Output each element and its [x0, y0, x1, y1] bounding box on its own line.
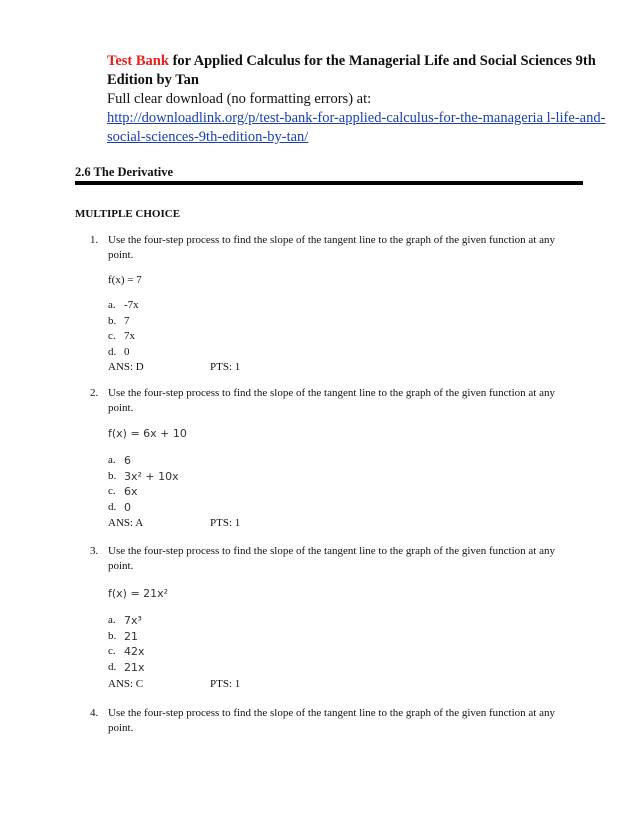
- section-subtitle: MULTIPLE CHOICE: [75, 208, 181, 220]
- question-function: f(x) = 6x + 10: [108, 427, 187, 440]
- question-3: [90, 544, 590, 690]
- question-function: f(x) = 21x²: [108, 587, 169, 600]
- option-list: [108, 453, 179, 515]
- answer-line: [108, 360, 241, 375]
- answer-line: [108, 677, 241, 692]
- question-stem: Use the four-step process to find the slope of the tangent line to the graph of the given function at any point.: [108, 234, 555, 261]
- question-function: f(x) = 7: [108, 274, 142, 286]
- option-c[interactable]: c. 42x: [108, 645, 145, 659]
- option-c[interactable]: c. 6x: [108, 485, 138, 499]
- option-b[interactable]: b. 7: [108, 314, 130, 327]
- question-2: [90, 386, 590, 529]
- question-number: 3.: [90, 545, 99, 557]
- title-highlight: Test Bank: [107, 53, 169, 69]
- option-b[interactable]: b. 3x² + 10x: [108, 469, 179, 483]
- question-1: [90, 233, 590, 373]
- option-d[interactable]: d. 21x: [108, 660, 145, 674]
- option-d[interactable]: d. 0: [108, 500, 131, 514]
- points: PTS: 1: [210, 678, 241, 690]
- document-title: [107, 52, 607, 90]
- question-stem: Use the four-step process to find the slope of the tangent line to the graph of the given function at any point.: [108, 387, 555, 414]
- question-number: 4.: [90, 707, 99, 719]
- answer-key: ANS: A: [108, 517, 144, 529]
- option-d[interactable]: d. 0: [108, 345, 130, 358]
- option-c[interactable]: c. 7x: [108, 330, 135, 343]
- answer-key: ANS: D: [108, 361, 144, 373]
- section-title: 2.6 The Derivative: [75, 165, 174, 179]
- answer-key: ANS: C: [108, 678, 144, 690]
- points: PTS: 1: [210, 517, 241, 529]
- answer-line: [108, 516, 241, 531]
- option-a[interactable]: a. 7x³: [108, 614, 142, 628]
- question-stem: Use the four-step process to find the slope of the tangent line to the graph of the given function at any point.: [108, 545, 555, 572]
- option-a[interactable]: a. -7x: [108, 299, 139, 312]
- question-number: 1.: [90, 234, 99, 246]
- option-list: [108, 613, 145, 675]
- question-4: [90, 706, 590, 746]
- section-divider: [75, 181, 583, 185]
- option-list: [108, 298, 139, 360]
- points: PTS: 1: [210, 361, 241, 373]
- download-line: Full clear download (no formatting errors) at:: [107, 91, 372, 107]
- title-rest: for Applied Calculus for the Managerial Life and Social Sciences 9th Edition by Tan: [107, 53, 596, 88]
- option-b[interactable]: b. 21: [108, 629, 138, 643]
- download-link[interactable]: http://downloadlink.org/p/test-bank-for-applied-calculus-for-the-manageria l-life-and-social-sciences-9th-edition-by-tan/: [107, 110, 606, 145]
- question-number: 2.: [90, 387, 99, 399]
- question-stem: Use the four-step process to find the slope of the tangent line to the graph of the given function at any point.: [108, 707, 555, 734]
- document-header: [107, 52, 607, 147]
- option-a[interactable]: a. 6: [108, 454, 131, 468]
